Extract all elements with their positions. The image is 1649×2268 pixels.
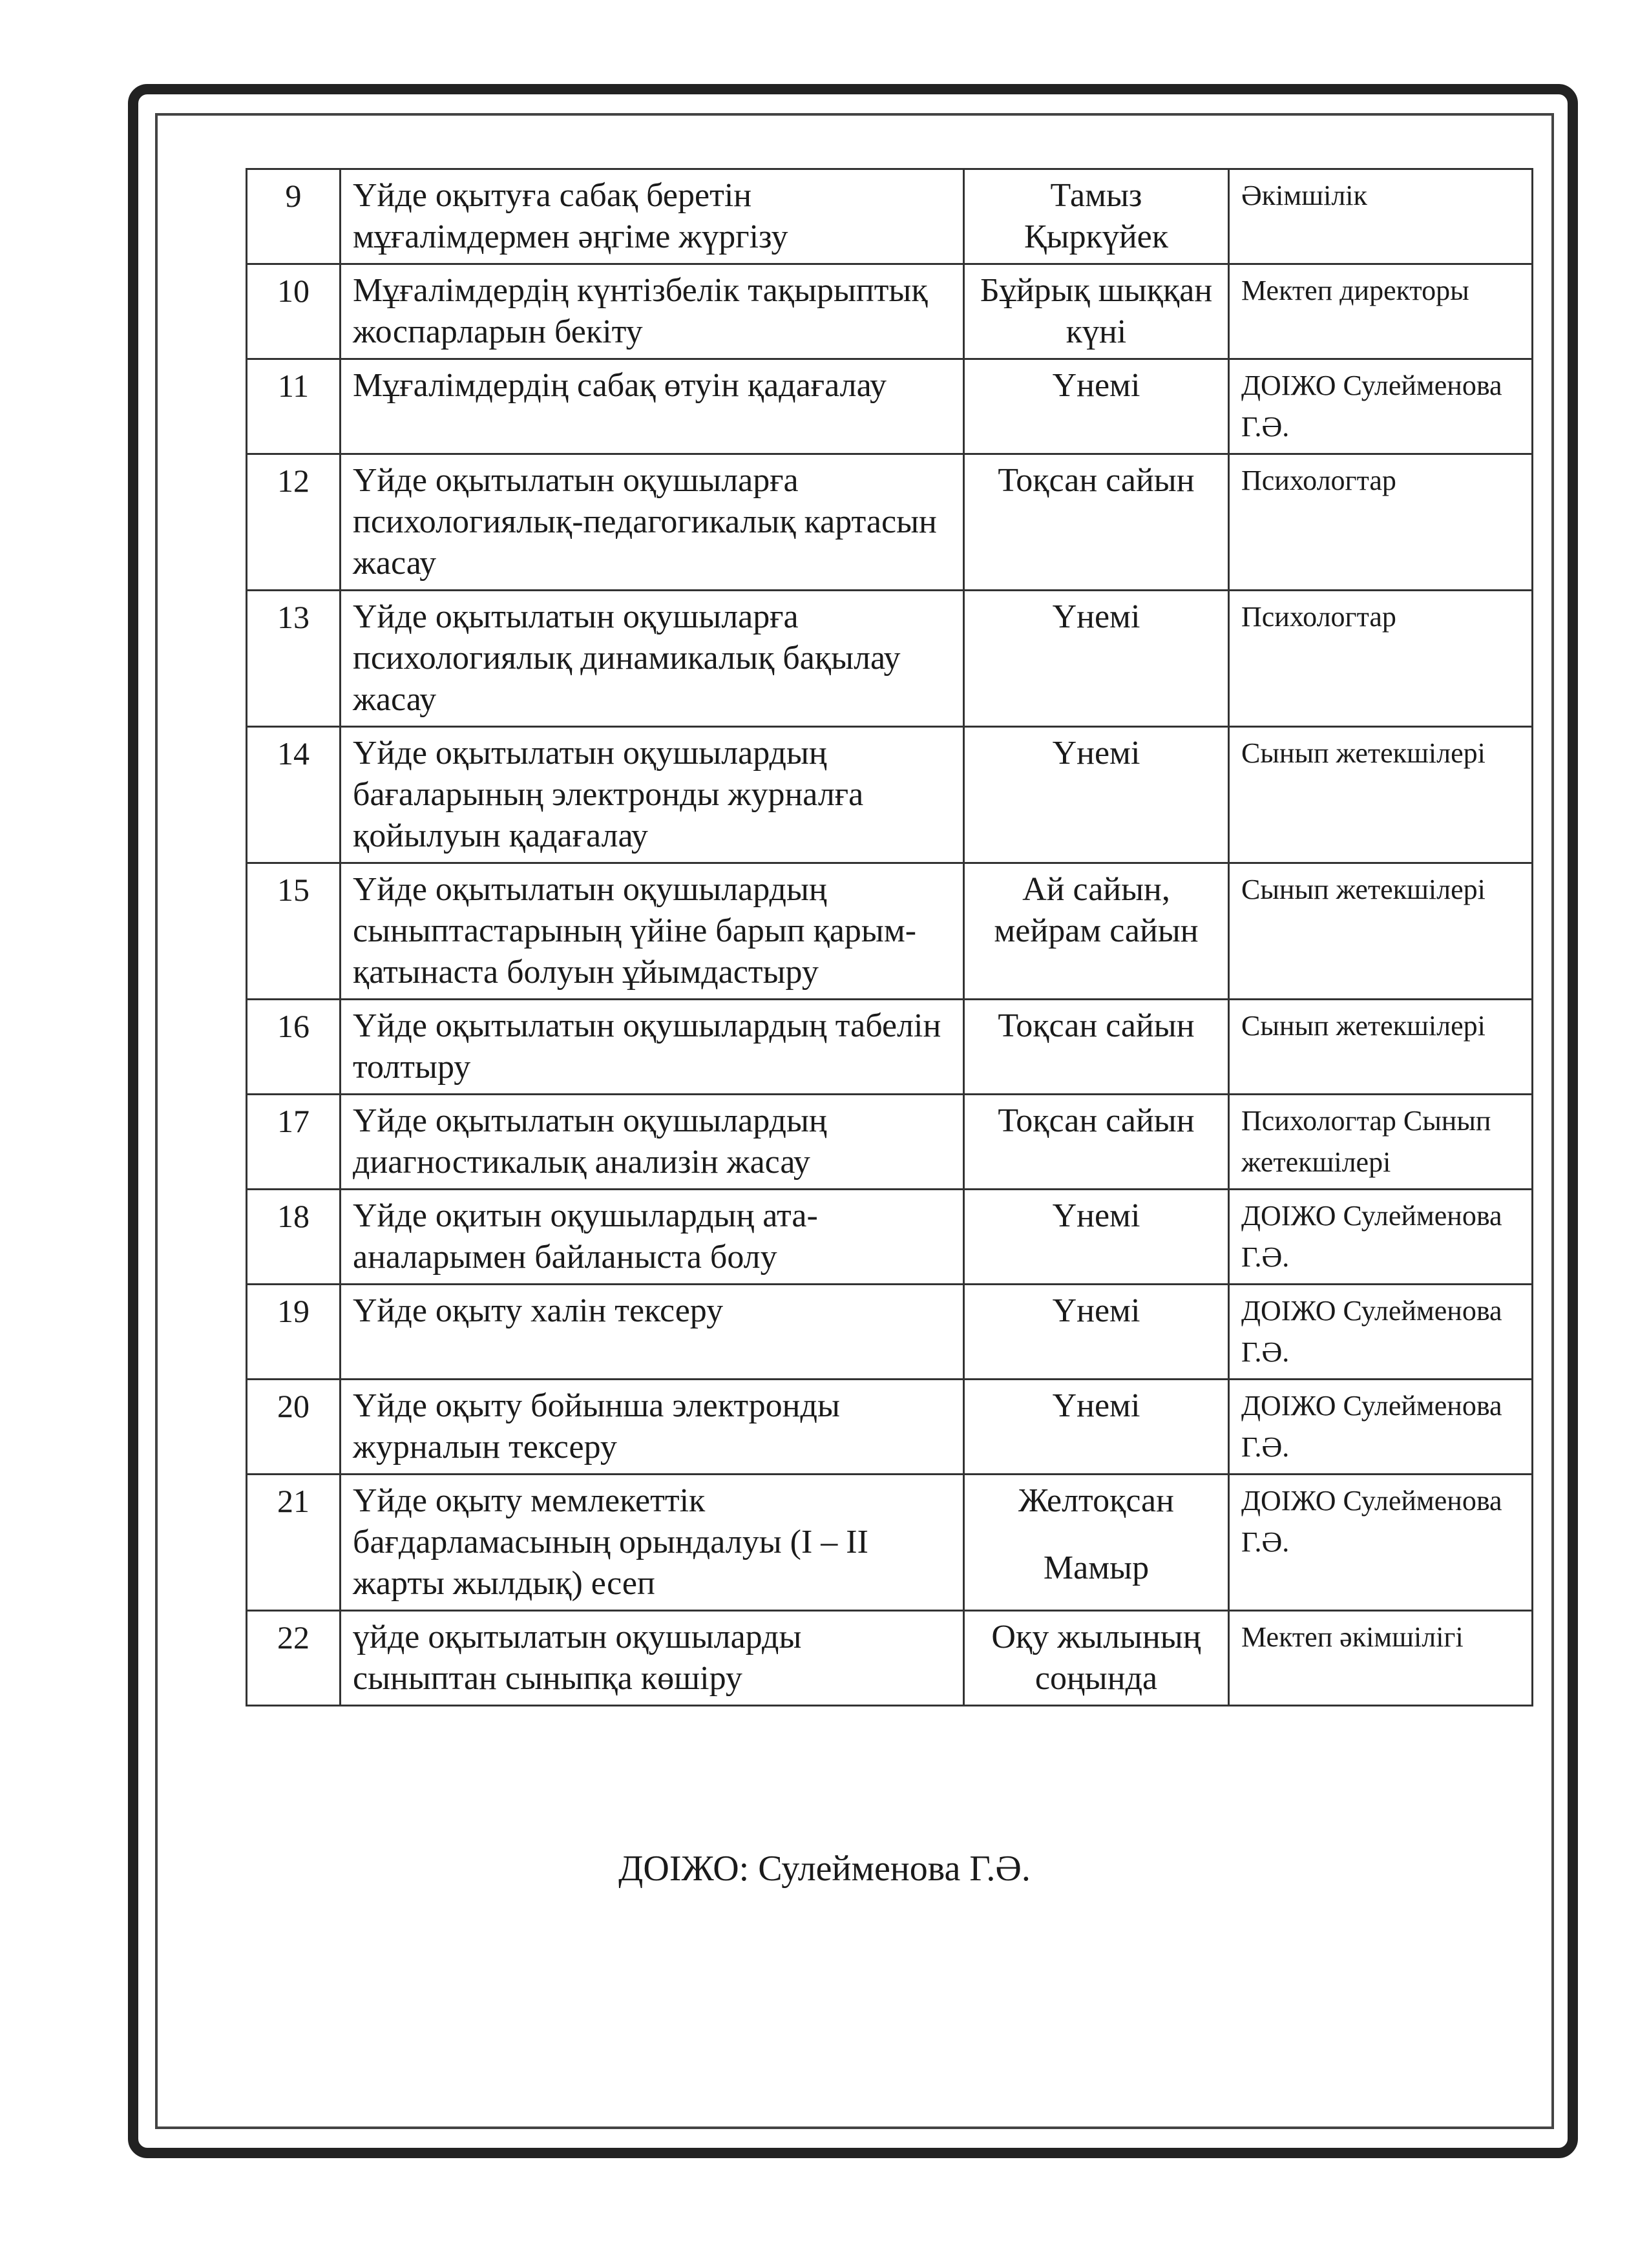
deadline-cell-text: Үнемі — [1052, 1387, 1140, 1424]
deadline-cell — [964, 863, 1229, 1000]
responsible-cell-text: Психологтар Сынып жетекшілері — [1241, 1105, 1491, 1178]
deadline-cell-text: Тоқсан сайын — [998, 1007, 1195, 1044]
responsible-cell-text: ДОІЖО Сулейменова Г.Ә. — [1241, 370, 1502, 443]
row-number-text: 15 — [277, 872, 310, 908]
row-number — [247, 169, 341, 264]
deadline-cell-text: Үнемі — [1052, 735, 1140, 772]
activity-cell — [341, 1095, 964, 1190]
responsible-cell-text: Мектеп директоры — [1241, 275, 1469, 306]
deadline-gap — [976, 1522, 1216, 1548]
table-row — [247, 863, 1533, 1000]
deadline-cell — [964, 169, 1229, 264]
deadline-cell — [964, 1000, 1229, 1095]
activity-cell — [341, 863, 964, 1000]
row-number-text: 9 — [285, 178, 302, 214]
activity-cell-text: Мұғалімдердің күнтізбелік тақырыптық жоспарларын бекіту — [353, 272, 928, 350]
deadline-cell-text: Тоқсан сайын — [998, 1102, 1195, 1139]
deadline-cell — [964, 359, 1229, 454]
deadline-cell-text: Үнемі — [1052, 367, 1140, 404]
deadline-second-text: Мамыр — [1043, 1549, 1150, 1586]
responsible-cell-text: Сынып жетекшілері — [1241, 1010, 1486, 1042]
deadline-cell-text: Тоқсан сайын — [998, 462, 1195, 499]
deadline-cell — [964, 1190, 1229, 1285]
activity-cell — [341, 1190, 964, 1285]
responsible-cell — [1229, 169, 1533, 264]
responsible-cell — [1229, 727, 1533, 863]
responsible-cell-text: Мектеп әкімшілігі — [1241, 1621, 1464, 1653]
row-number-text: 19 — [277, 1293, 310, 1329]
activity-cell-text: Үйде оқытылатын оқушылардың табелін толтыру — [353, 1007, 941, 1086]
activity-cell — [341, 1475, 964, 1611]
row-number — [247, 863, 341, 1000]
table-row — [247, 1475, 1533, 1611]
row-number-text: 12 — [277, 463, 310, 499]
deadline-cell — [964, 1380, 1229, 1475]
row-number-text: 22 — [277, 1619, 310, 1655]
row-number-text: 13 — [277, 599, 310, 635]
responsible-cell — [1229, 264, 1533, 359]
activity-cell-text: Мұғалімдердің сабақ өтуін қадағалау — [353, 367, 887, 404]
activity-cell-text: Үйде оқытылатын оқушыларға психологиялық-педагогикалық картасын жасау — [353, 462, 937, 582]
responsible-cell — [1229, 359, 1533, 454]
deadline-cell — [964, 1475, 1229, 1611]
responsible-cell — [1229, 1380, 1533, 1475]
responsible-cell — [1229, 1475, 1533, 1611]
table-row — [247, 1190, 1533, 1285]
table-row — [247, 591, 1533, 727]
deadline-cell — [964, 454, 1229, 591]
row-number-text: 14 — [277, 735, 310, 772]
deadline-cell-text: Бұйрық шыққан күні — [980, 272, 1213, 350]
deadline-cell-text: Оқу жылының соңында — [991, 1619, 1201, 1697]
table-row — [247, 359, 1533, 454]
activity-cell — [341, 1611, 964, 1706]
row-number — [247, 1380, 341, 1475]
activity-cell — [341, 264, 964, 359]
row-number — [247, 1095, 341, 1190]
responsible-cell-text: ДОІЖО Сулейменова Г.Ә. — [1241, 1390, 1502, 1463]
row-number — [247, 264, 341, 359]
activity-cell-text: Үйде оқытылатын оқушыларға психологиялық динамикалық бақылау жасау — [353, 598, 901, 718]
responsible-cell-text: Әкімшілік — [1241, 180, 1367, 211]
responsible-cell — [1229, 1000, 1533, 1095]
responsible-cell — [1229, 591, 1533, 727]
activity-cell — [341, 454, 964, 591]
responsible-cell-text: Сынып жетекшілері — [1241, 874, 1486, 905]
table-row — [247, 1285, 1533, 1380]
row-number — [247, 454, 341, 591]
responsible-cell-text: ДОІЖО Сулейменова Г.Ә. — [1241, 1200, 1502, 1273]
responsible-cell — [1229, 1190, 1533, 1285]
responsible-cell — [1229, 454, 1533, 591]
row-number-text: 20 — [277, 1388, 310, 1424]
activity-cell-text: Үйде оқыту халін тексеру — [353, 1292, 724, 1329]
row-number — [247, 1611, 341, 1706]
row-number-text: 10 — [277, 273, 310, 309]
row-number — [247, 1000, 341, 1095]
row-number — [247, 727, 341, 863]
table-row — [247, 264, 1533, 359]
activity-cell — [341, 591, 964, 727]
responsible-cell — [1229, 1611, 1533, 1706]
deadline-cell-text: Үнемі — [1052, 598, 1140, 635]
deadline-cell — [964, 1611, 1229, 1706]
activity-cell-text: Үйде оқытуға сабақ беретін мұғалімдермен әңгіме жүргізу — [353, 177, 788, 255]
responsible-cell-text: Психологтар — [1241, 465, 1396, 496]
row-number-text: 21 — [277, 1483, 310, 1519]
deadline-cell-text: Желтоқсан — [1018, 1482, 1174, 1519]
table-row — [247, 1000, 1533, 1095]
plan-table-body — [247, 169, 1533, 1706]
deadline-cell — [964, 591, 1229, 727]
activity-cell-text: Үйде оқыту мемлекеттік бағдарламасының орындалуы (І – ІІ жарты жылдық) есеп — [353, 1482, 868, 1602]
table-row — [247, 727, 1533, 863]
row-number — [247, 1190, 341, 1285]
activity-cell-text: Үйде оқытылатын оқушылардың диагностикалық анализін жасау — [353, 1102, 827, 1181]
deadline-cell-text: Үнемі — [1052, 1292, 1140, 1329]
activity-cell-text: Үйде оқытылатын оқушылардың бағаларының электронды журналға қойылуын қадағалау — [353, 735, 864, 854]
table-row — [247, 1095, 1533, 1190]
deadline-cell — [964, 1095, 1229, 1190]
table-row — [247, 454, 1533, 591]
row-number — [247, 1285, 341, 1380]
activity-cell — [341, 1380, 964, 1475]
deadline-cell — [964, 1285, 1229, 1380]
row-number-text: 17 — [277, 1103, 310, 1139]
responsible-cell-text: Сынып жетекшілері — [1241, 737, 1486, 769]
deadline-cell — [964, 727, 1229, 863]
deadline-cell — [964, 264, 1229, 359]
plan-table — [246, 168, 1533, 1706]
row-number — [247, 1475, 341, 1611]
activity-cell — [341, 1285, 964, 1380]
row-number — [247, 359, 341, 454]
row-number — [247, 591, 341, 727]
table-row — [247, 1611, 1533, 1706]
activity-cell — [341, 1000, 964, 1095]
deadline-cell-text: Үнемі — [1052, 1197, 1140, 1234]
signature-line: ДОІЖО: Сулейменова Г.Ә. — [618, 1849, 1031, 1889]
deadline-cell-text: Ай сайын, мейрам сайын — [994, 871, 1199, 949]
activity-cell-text: Үйде оқитын оқушылардың ата-аналарымен байланыста болу — [353, 1197, 818, 1276]
activity-cell-text: үйде оқытылатын оқушыларды сыныптан сыныпқа көшіру — [353, 1619, 802, 1697]
deadline-cell-text: Тамыз Қыркүйек — [1024, 177, 1169, 255]
activity-cell-text: Үйде оқытылатын оқушылардың сыныптастарының үйіне барып қарым-қатынаста болуын ұйымдастыру — [353, 871, 917, 991]
row-number-text: 18 — [277, 1198, 310, 1234]
responsible-cell-text: ДОІЖО Сулейменова Г.Ә. — [1241, 1485, 1502, 1558]
activity-cell — [341, 727, 964, 863]
responsible-cell — [1229, 1285, 1533, 1380]
activity-cell — [341, 169, 964, 264]
activity-cell — [341, 359, 964, 454]
responsible-cell — [1229, 1095, 1533, 1190]
table-row — [247, 169, 1533, 264]
responsible-cell — [1229, 863, 1533, 1000]
row-number-text: 11 — [277, 368, 310, 404]
activity-cell-text: Үйде оқыту бойынша электронды журналын тексеру — [353, 1387, 840, 1465]
table-row — [247, 1380, 1533, 1475]
responsible-cell-text: ДОІЖО Сулейменова Г.Ә. — [1241, 1295, 1502, 1368]
row-number-text: 16 — [277, 1008, 310, 1044]
responsible-cell-text: Психологтар — [1241, 601, 1396, 633]
